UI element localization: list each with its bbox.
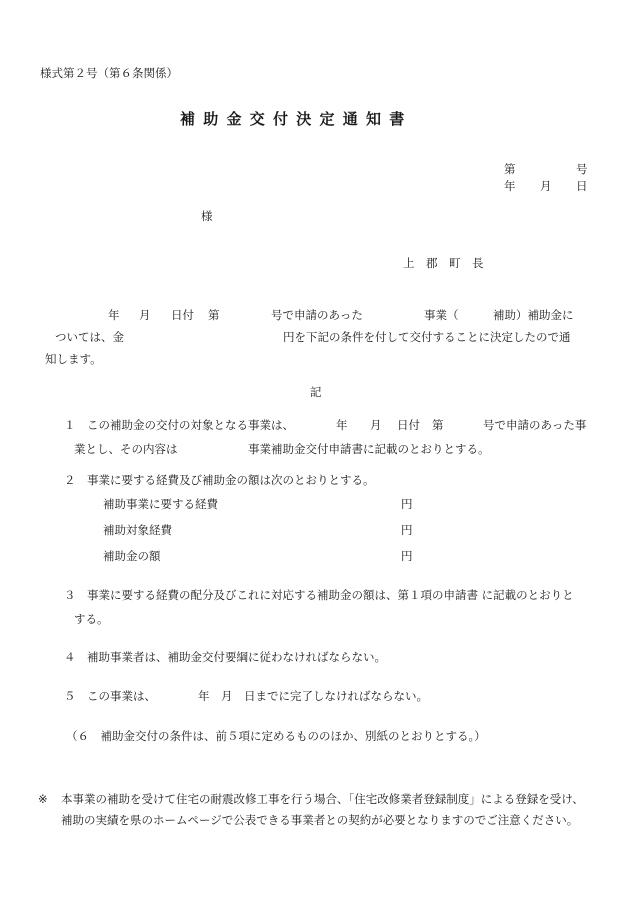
item-1-month: 月: [370, 418, 382, 432]
item-5-a: ５ この事業は、: [64, 689, 156, 703]
date-day: 日: [576, 179, 588, 193]
addressee-sama: 様: [201, 209, 213, 223]
note-mark: ※: [38, 792, 48, 806]
doc-number-go: 号: [576, 162, 588, 176]
cost-label: 補助事業に要する経費: [103, 497, 218, 511]
cost-label: 補助対象経費: [103, 523, 172, 537]
cost-unit: 円: [401, 549, 413, 563]
item-3-a: ３ 事業に要する経費の配分及びこれに対応する補助金の額は、第１項の申請書 に記載のとおりと: [64, 588, 574, 602]
item-1-go: 号で申請のあった事: [483, 418, 587, 432]
item-5-b: 日までに完了しなければならない。: [244, 689, 428, 703]
cost-unit: 円: [401, 523, 413, 537]
body-line2-b: 円を下記の条件を付して交付することに決定したので通: [283, 330, 571, 344]
cost-label: 補助金の額: [103, 549, 161, 563]
document-title: 補助金交付決定通知書: [180, 110, 413, 128]
body-line2-a: ついては、金: [55, 330, 124, 344]
issuer: 上 郡 町 長: [403, 256, 484, 270]
item-1-b2: 事業補助金交付申請書に記載のとおりとする。: [248, 442, 490, 456]
item-5-month: 月: [221, 689, 233, 703]
body-hojo: 補助）補助金に: [493, 308, 574, 322]
body-year: 年: [108, 308, 120, 322]
body-line3: 知します。: [45, 352, 102, 366]
item-1-a: １ この補助金の交付の対象となる事業は、: [64, 418, 294, 432]
body-month: 月: [139, 308, 151, 322]
item-1-b1: 業とし、その内容は: [74, 442, 178, 456]
item-5-year: 年: [198, 689, 210, 703]
item-1-dated: 日付: [397, 418, 420, 432]
item-4: ４ 補助事業者は、補助金交付要綱に従わなければならない。: [64, 650, 386, 664]
note-line-1: 本事業の補助を受けて住宅の耐震改修工事を行う場合、「住宅改修業者登録制度」による登録を受け、: [61, 792, 584, 806]
form-label: 様式第２号（第６条関係）: [40, 66, 178, 80]
item-6: （６ 補助金交付の条件は、前５項に定めるもののほか、別紙のとおりとする。）: [66, 729, 486, 743]
item-1-year: 年: [336, 418, 348, 432]
doc-number-dai: 第: [504, 162, 516, 176]
body-jigyo: 事業（: [424, 308, 459, 322]
body-dai: 第: [208, 308, 220, 322]
item-3-b: する。: [74, 612, 109, 626]
cost-unit: 円: [401, 497, 413, 511]
ki-heading: 記: [310, 385, 322, 399]
body-dated: 日付: [171, 308, 194, 322]
item-1-dai: 第: [432, 418, 444, 432]
date-month: 月: [540, 179, 552, 193]
body-go: 号で申請のあった: [271, 308, 363, 322]
note-line-2: 補助の実績を県のホームページで公表できる事業者との契約が必要となりますのでご注意ください。: [61, 813, 579, 827]
item-2: ２ 事業に要する経費及び補助金の額は次のとおりとする。: [64, 473, 375, 487]
date-year: 年: [504, 179, 516, 193]
